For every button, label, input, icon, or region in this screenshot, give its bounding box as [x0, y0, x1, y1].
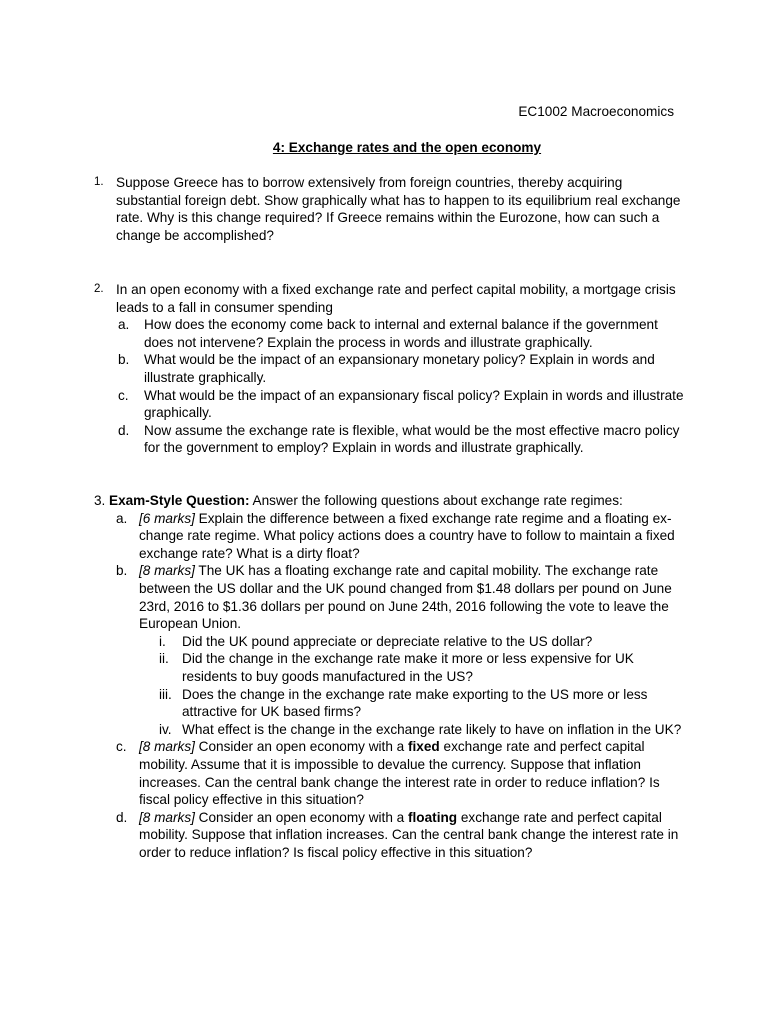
item-marker: iii.	[159, 686, 172, 702]
question-number: 3.	[94, 493, 106, 508]
item-marker: a.	[118, 317, 130, 333]
item-text: What would be the impact of an expansionary fiscal policy? Explain in words and illustrate graphically.	[144, 387, 684, 421]
list-item	[139, 650, 684, 685]
list-item	[94, 738, 684, 808]
sub-question-list	[94, 510, 684, 862]
item-text-emphasis: floating	[408, 809, 458, 825]
item-text: Did the change in the exchange rate make it more or less expensive for UK residents to buy goods manufactured in the US?	[182, 651, 634, 684]
marks-label: [8 marks]	[139, 739, 195, 755]
list-item	[139, 721, 684, 739]
question-text	[109, 492, 684, 510]
item-marker: d.	[116, 809, 128, 825]
question-text: In an open economy with a fixed exchange rate and perfect capital mobility, a mortgage crisis leads to a fall in consumer spending	[116, 282, 676, 315]
item-marker: c.	[118, 387, 129, 403]
course-code: EC1002 Macroeconomics	[518, 104, 674, 119]
list-item	[94, 422, 684, 457]
list-item	[94, 387, 684, 422]
item-marker: a.	[116, 510, 128, 526]
list-item	[94, 351, 684, 386]
question-1	[94, 174, 684, 244]
question-3	[94, 492, 684, 861]
item-text-pre: Consider an open economy with a	[194, 809, 408, 825]
exam-style-label: Exam-Style Question:	[109, 493, 250, 508]
item-marker: b.	[118, 352, 130, 368]
list-item	[94, 316, 684, 351]
sub-sub-question-list	[139, 633, 684, 739]
item-text: What would be the impact of an expansionary monetary policy? Explain in words and illustrate graphically.	[144, 352, 655, 385]
question-number: 2.	[94, 283, 104, 295]
item-marker: b.	[116, 563, 128, 579]
question-lead-text: Answer the following questions about exchange rate regimes:	[249, 493, 623, 508]
list-item	[94, 562, 684, 738]
item-marker: i.	[159, 633, 166, 649]
item-marker: c.	[116, 739, 127, 755]
item-text-pre: Consider an open economy with a	[194, 739, 408, 755]
list-item	[94, 809, 684, 862]
item-marker: iv.	[159, 721, 172, 737]
item-text: Now assume the exchange rate is flexible, what would be the most effective macro policy for the government to employ? Explain in words and illustrate graphically.	[144, 422, 680, 456]
item-text-post: exchange rate and perfect capital mobility. Assume that it is impossible to devalue the currency. Suppose that inflation increases. Can the central bank change the interest rate in order to reduce inflation? Is fiscal policy effective in this situation?	[139, 739, 660, 808]
sub-question-list	[94, 316, 684, 457]
list-item	[139, 633, 684, 651]
marks-label: [8 marks]	[139, 563, 195, 579]
item-marker: d.	[118, 422, 130, 438]
list-item	[139, 686, 684, 721]
question-2	[94, 281, 684, 457]
item-text: Does the change in the exchange rate make exporting to the US more or less attractive for UK based firms?	[182, 686, 648, 720]
item-text: The UK has a floating exchange rate and capital mobility. The exchange rate between the US dollar and the UK pound changed from $1.48 dollars per pound on June 23rd, 2016 to $1.36 dollars per pound on June 24th, 2016 following the vote to leave the European Union.	[139, 563, 672, 632]
item-text: Did the UK pound appreciate or depreciate relative to the US dollar?	[182, 633, 593, 649]
question-number: 1.	[94, 176, 104, 188]
item-text-emphasis: fixed	[408, 739, 440, 755]
list-item	[94, 510, 684, 563]
item-text: Explain the difference between a fixed exchange rate regime and a floating ex- change rate regime. What policy actions does a country have to follow to maintain a fixed exchange rate? What is a dirty float?	[139, 510, 675, 561]
marks-label: [6 marks]	[139, 510, 195, 526]
question-text: Suppose Greece has to borrow extensively from foreign countries, thereby acquiring substantial foreign debt. Show graphically what has to happen to its equilibrium real exchange rate. Why is this change required? If Greece remains within the Eurozone, how can such a change be accomplished?	[116, 175, 681, 243]
item-text-post: exchange rate and perfect capital mobility. Suppose that inflation increases. Can the central bank change the interest rate in order to reduce inflation? Is fiscal policy effective in this situation?	[139, 809, 679, 860]
item-text: How does the economy come back to internal and external balance if the government does not intervene? Explain the process in words and illustrate graphically.	[144, 317, 658, 350]
item-text: What effect is the change in the exchange rate likely to have on inflation in the UK?	[182, 721, 682, 737]
page-title: 4: Exchange rates and the open economy	[272, 140, 542, 155]
item-marker: ii.	[159, 651, 169, 667]
marks-label: [8 marks]	[139, 809, 195, 825]
